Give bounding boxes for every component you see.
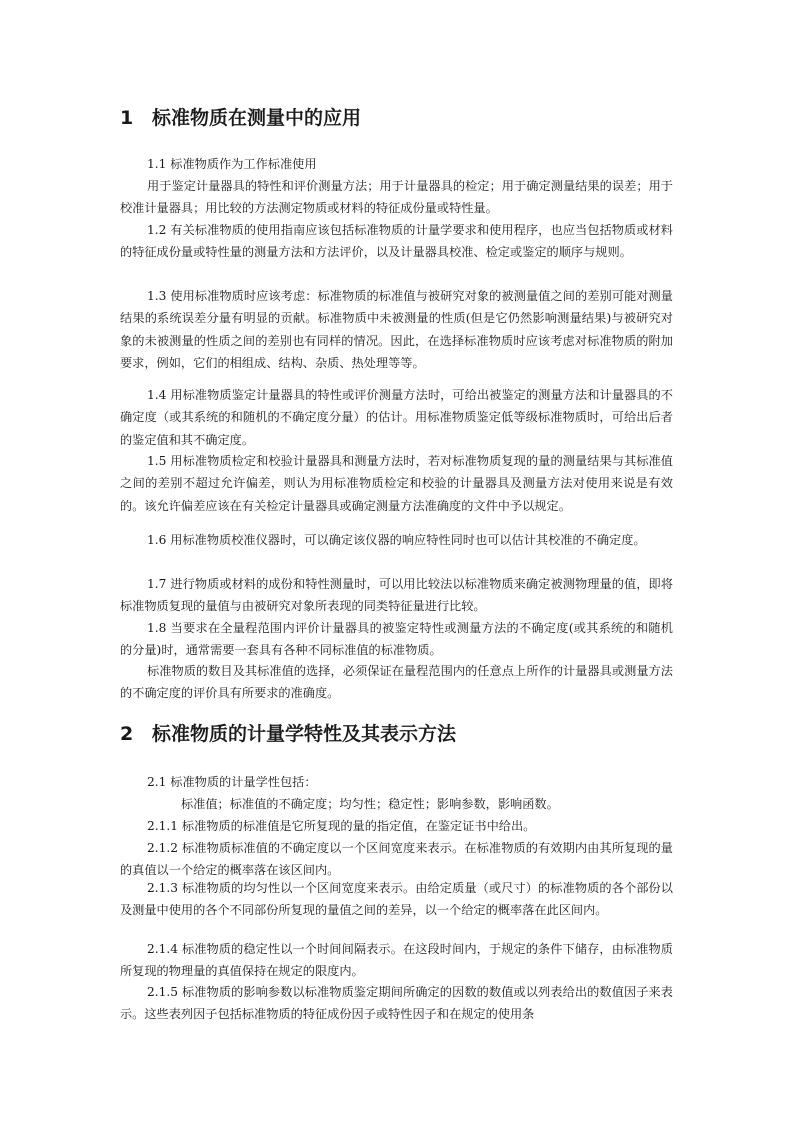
paragraph: 2.1.3 标准物质的均匀性以一个区间宽度来表示。由给定质量（或尺寸）的标准物质的各个部份以及测量中使用的各个不同部份所复现的量值之间的差异，以一个给定的概率落在此区间内。 — [120, 881, 673, 918]
paragraph: 1.3 使用标准物质时应该考虑：标准物质的标准值与被研究对象的被测量值之间的差别可能对测量结果的系统误差分量有明显的贡献。标准物质中未被测量的性质(但是它仍然影响测量结果)与被研究对象的未被测量的性质之间的差别也有同样的情况。因此，在选择标准物质时应该考虑对标准物质的附加要求，例如，它们的相组成、结构、杂质、热处理等等。 — [120, 289, 673, 370]
paragraph: 2.1.2 标准物质标准值的不确定度以一个区间宽度来表示。在标准物质的有效期内由其所复现的量的真值以一个给定的概率落在该区间内。 — [120, 841, 673, 878]
paragraph: 1.8 当要求在全量程范围内评价计量器具的被鉴定特性或测量方法的不确定度(或其系统的和随机的分量)时，通常需要一套具有各种不同标准值的标准物质。 — [120, 621, 673, 658]
paragraph: 1.6 用标准物质校准仪器时，可以确定该仪器的响应特性同时也可以估计其校准的不确定度。 — [147, 533, 646, 547]
paragraph: 1.2 有关标准物质的使用指南应该包括标准物质的计量学要求和使用程序，也应当包括物质或材料的特征成份量或特性量的测量方法和方法评价，以及计量器具校准、检定或鉴定的顺序与规则。 — [120, 223, 673, 260]
section-1-heading — [120, 106, 361, 130]
paragraph-property-list: 标准值；标准值的不确定度；均匀性；稳定性；影响参数，影响函数。 — [181, 797, 559, 811]
paragraph: 2.1.4 标准物质的稳定性以一个时间间隔表示。在这段时间内，于规定的条件下储存，由标准物质所复现的物理量的真值保持在规定的限度内。 — [120, 942, 673, 979]
paragraph: 1.4 用标准物质鉴定计量器具的特性或评价测量方法时，可给出被鉴定的测量方法和计量器具的不确定度（或其系统的和随机的不确定度分量）的估计。用标准物质鉴定低等级标准物质时，可给出后者的鉴定值和其不确定度。 — [120, 388, 673, 447]
section-number: 1 — [120, 107, 134, 129]
paragraph: 1.5 用标准物质检定和校验计量器具和测量方法时，若对标准物质复现的量的测量结果与其标准值之间的差别不超过允许偏差，则认为用标准物质检定和校验的计量器具及测量方法对使用来说是有效的。该允许偏差应该在有关检定计量器具或确定测量方法准确度的文件中予以规定。 — [120, 454, 673, 513]
section-title: 标准物质的计量学特性及其表示方法 — [152, 723, 457, 745]
paragraph: 2.1.5 标准物质的影响参数以标准物质鉴定期间所确定的因数的数值或以列表给出的数值因子来表示。这些表列因子包括标准物质的特征成份因子或特性因子和在规定的使用条 — [120, 985, 673, 1022]
paragraph: 标准物质的数目及其标准值的选择，必须保证在量程范围内的任意点上所作的计量器具或测量方法的不确定度的评价具有所要求的准确度。 — [120, 664, 673, 701]
paragraph: 用于鉴定计量器具的特性和评价测量方法；用于计量器具的检定；用于确定测量结果的误差；用于校准计量器具；用比较的方法测定物质或材料的特征成份量或特性量。 — [120, 179, 673, 216]
paragraph: 1.7 进行物质或材料的成份和特性测量时，可以用比较法以标准物质来确定被测物理量的值，即将标准物质复现的量值与由被研究对象所表现的同类特征量进行比较。 — [120, 577, 673, 614]
section-title: 标准物质在测量中的应用 — [152, 107, 362, 129]
paragraph-1-1-heading: 1.1 标准物质作为工作标准使用 — [147, 157, 317, 171]
paragraph: 2.1.1 标准物质的标准值是它所复现的量的指定值，在鉴定证书中给出。 — [147, 819, 536, 833]
section-number: 2 — [120, 723, 134, 745]
paragraph-2-1-heading: 2.1 标准物质的计量学性包括： — [147, 775, 317, 789]
section-2-heading — [120, 722, 456, 746]
